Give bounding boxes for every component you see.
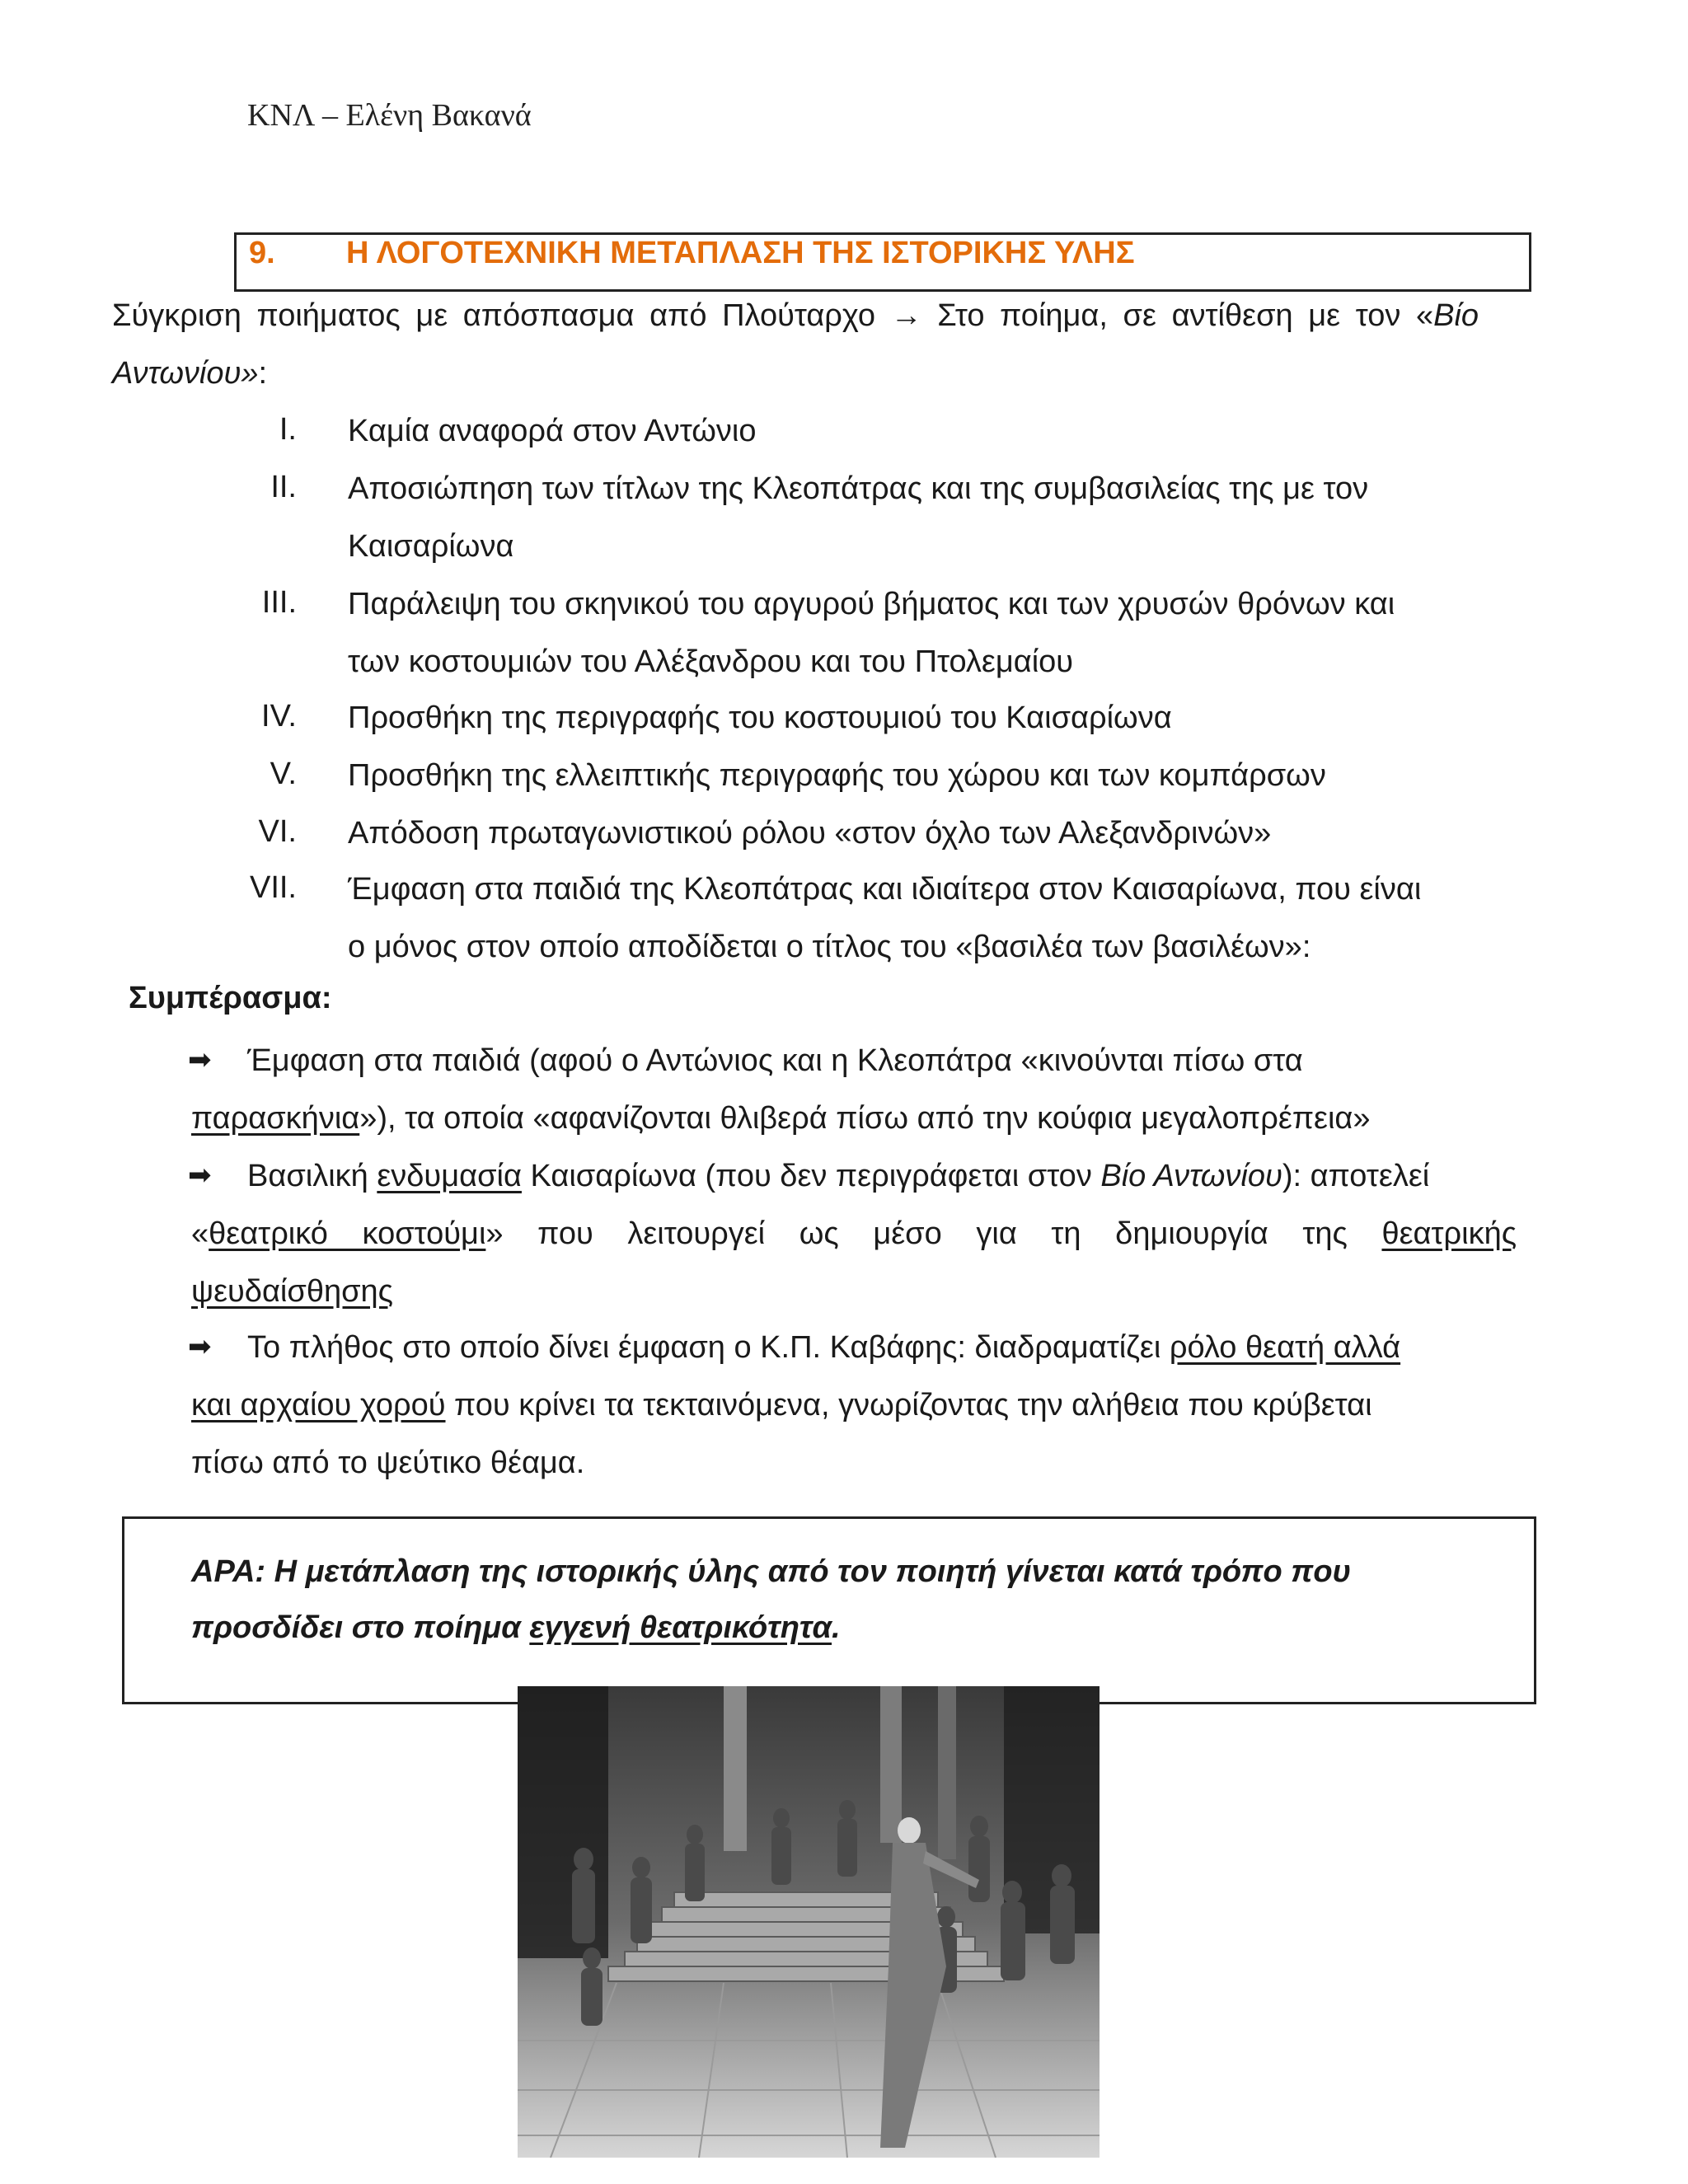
intro-italic: Βίο (1433, 298, 1479, 333)
bullet-text: Το πλήθος στο οποίο δίνει έμφαση ο Κ.Π. Καβάφης: διαδραματίζει (247, 1330, 1170, 1365)
bullet-2-line-1 (247, 1157, 1517, 1195)
bullet-2-line-2 (191, 1215, 1517, 1253)
bullet-1-line-1: Έμφαση στα παιδιά (αφού ο Αντώνιος και η Κλεοπάτρα «κινούνται πίσω στα (247, 1043, 1303, 1078)
intro-italic-2: Αντωνίου» (112, 356, 259, 391)
conclusion-label: Συμπέρασμα: (129, 981, 332, 1015)
underlined-text: εγγενή θεατρικότητα (529, 1610, 832, 1645)
list-numeral: III. (261, 585, 297, 620)
list-numeral: IV. (261, 699, 297, 733)
bullet-arrow-icon: ➡ (188, 1160, 212, 1191)
list-item: Παράλειψη του σκηνικού του αργυρού βήματος και των χρυσών θρόνων και (348, 587, 1395, 621)
list-item: Έμφαση στα παιδιά της Κλεοπάτρας και ιδιαίτερα στον Καισαρίωνα, που είναι (348, 872, 1422, 907)
bullet-text: που κρίνει τα τεκταινόμενα, γνωρίζοντας την αλήθεια που κρύβεται (445, 1388, 1372, 1422)
section-title: Η ΛΟΓΟΤΕΧΝΙΚΗ ΜΕΤΑΠΛΑΣΗ ΤΗΣ ΙΣΤΟΡΙΚΗΣ ΥΛΗΣ (346, 236, 1135, 270)
bullet-arrow-icon: ➡ (188, 1044, 212, 1076)
underlined-text: ψευδαίσθησης (191, 1274, 393, 1309)
bullet-arrow-icon: ➡ (188, 1331, 212, 1362)
list-item: Αποσιώπηση των τίτλων της Κλεοπάτρας και της συμβασιλείας της με τον (348, 471, 1369, 506)
list-numeral: II. (270, 470, 297, 504)
bullet-1-line-2 (191, 1099, 1371, 1137)
list-item: Απόδοση πρωταγωνιστικού ρόλου «στον όχλο των Αλεξανδρινών» (348, 816, 1272, 851)
list-numeral: VII. (249, 870, 297, 905)
bullet-3-line-3: πίσω από το ψεύτικο θέαμα. (191, 1446, 585, 1480)
list-item: Προσθήκη της περιγραφής του κοστουμιού του Καισαρίωνα (348, 701, 1172, 735)
bullet-text: »), τα οποία «αφανίζονται θλιβερά πίσω από την κούφια μεγαλοπρέπεια» (359, 1101, 1371, 1136)
theatre-photo (518, 1686, 1100, 2158)
arrow-right-icon: → (890, 298, 922, 333)
bullet-3-line-2 (191, 1386, 1372, 1424)
underlined-text: θεατρικό κοστούμι (209, 1216, 486, 1251)
intro-colon: : (258, 356, 268, 391)
underlined-text: ενδυμασία (377, 1159, 522, 1193)
summary-line-2 (191, 1610, 841, 1646)
intro-text: Σύγκριση ποιήματος με απόσπασμα από Πλούταρχο (112, 298, 875, 333)
summary-text: . (832, 1610, 841, 1645)
list-item-cont: ο μόνος στον οποίο αποδίδεται ο τίτλος του «βασιλέα των βασιλέων»: (348, 930, 1311, 964)
intro-line-1 (112, 297, 1479, 335)
summary-line-1: ΑΡΑ: Η μετάπλαση της ιστορικής ύλης από τον ποιητή γίνεται κατά τρόπο που (191, 1554, 1352, 1589)
section-number: 9. (249, 236, 275, 270)
bullet-text: « (191, 1216, 209, 1251)
intro-text-2: Στο ποίημα, σε αντίθεση με τον « (937, 298, 1434, 333)
list-numeral: VI. (258, 814, 297, 849)
summary-text: προσδίδει στο ποίημα (191, 1610, 530, 1645)
list-item-cont: Καισαρίωνα (348, 529, 514, 564)
underlined-text: ρόλο θεατή αλλά (1169, 1330, 1401, 1365)
underlined-text: και αρχαίου χορού (191, 1388, 446, 1422)
list-item-cont: των κοστουμιών του Αλέξανδρου και του Πτολεμαίου (348, 644, 1074, 679)
bullet-text: ): αποτελεί (1282, 1159, 1430, 1193)
bullet-text: Καισαρίωνα (που δεν περιγράφεται στον (521, 1159, 1101, 1193)
intro-line-2 (112, 354, 267, 392)
bullet-3-line-1 (247, 1329, 1400, 1366)
bullet-text: Βασιλική (247, 1159, 377, 1193)
list-numeral: I. (279, 412, 297, 447)
bullet-2-line-3 (191, 1272, 393, 1310)
underlined-text: θεατρικής (1381, 1216, 1517, 1251)
bullet-text: » που λειτουργεί ως μέσο για τη δημιουργία της (485, 1216, 1382, 1251)
list-item: Προσθήκη της ελλειπτικής περιγραφής του χώρου και των κομπάρσων (348, 758, 1326, 793)
page-header: ΚΝΛ – Ελένη Βακανά (247, 98, 532, 133)
italic-text: Βίο Αντωνίου (1100, 1159, 1282, 1193)
list-numeral: V. (270, 757, 297, 791)
underlined-text: παρασκήνια (191, 1101, 360, 1136)
list-item: Καμία αναφορά στον Αντώνιο (348, 414, 757, 448)
